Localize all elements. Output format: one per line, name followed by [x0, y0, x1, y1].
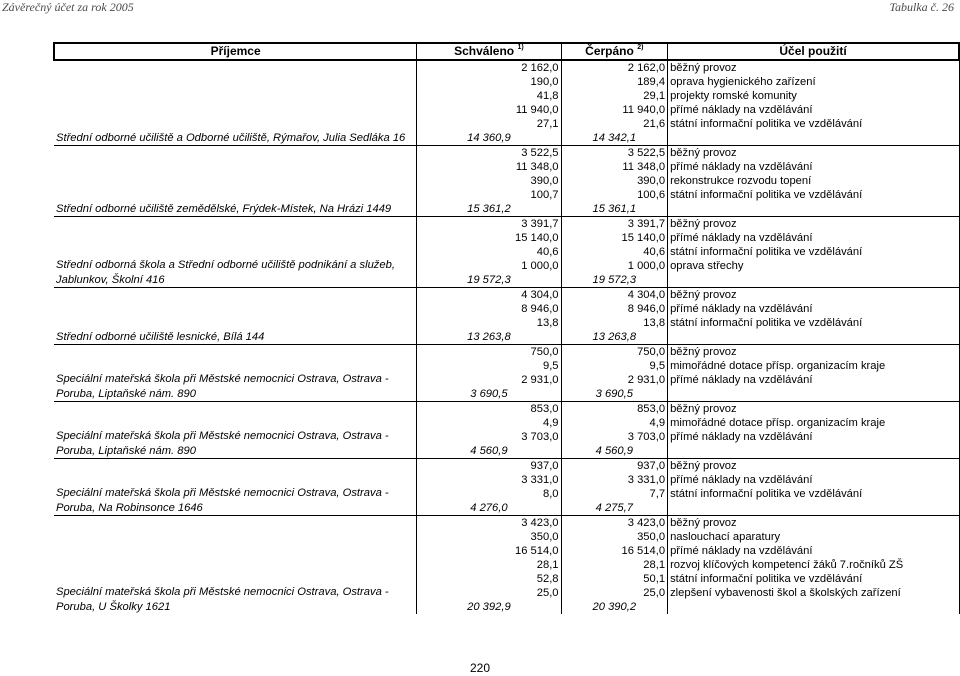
drawn-cell: 40,6 — [561, 245, 668, 259]
purpose-cell: rozvoj klíčových kompetencí žáků 7.ročníků ZŠ — [668, 558, 959, 572]
drawn-cell: 3 391,7 — [561, 217, 668, 232]
total-drawn-cell: 14 342,1 — [561, 131, 668, 146]
purpose-cell: přímé náklady na vzdělávání — [668, 430, 959, 444]
drawn-cell: 390,0 — [561, 174, 668, 188]
approved-cell: 8 946,0 — [417, 302, 561, 316]
approved-cell: 27,1 — [417, 117, 561, 131]
approved-cell: 350,0 — [417, 530, 561, 544]
recipient-cell — [54, 459, 417, 516]
total-purpose-cell — [668, 131, 959, 146]
total-drawn-cell: 19 572,3 — [561, 273, 668, 288]
approved-cell: 190,0 — [417, 75, 561, 89]
table-row — [54, 60, 959, 75]
drawn-cell: 8 946,0 — [561, 302, 668, 316]
drawn-cell: 937,0 — [561, 459, 668, 474]
approved-cell: 25,0 — [417, 586, 561, 600]
total-purpose-cell — [668, 387, 959, 402]
recipient-cell — [54, 345, 417, 402]
purpose-cell: státní informační politika ve vzdělávání — [668, 487, 959, 501]
approved-cell: 2 931,0 — [417, 373, 561, 387]
total-purpose-cell — [668, 501, 959, 516]
purpose-cell: oprava hygienického zařízení — [668, 75, 959, 89]
table-row — [54, 217, 959, 232]
approved-cell: 28,1 — [417, 558, 561, 572]
purpose-cell: přímé náklady na vzdělávání — [668, 103, 959, 117]
drawn-cell: 9,5 — [561, 359, 668, 373]
table-row — [54, 459, 959, 474]
recipient-name: Speciální mateřská škola při Městské nemocnici Ostrava, Ostrava - Poruba, U Školky 1621 — [56, 586, 389, 613]
approved-cell: 40,6 — [417, 245, 561, 259]
purpose-cell: přímé náklady na vzdělávání — [668, 231, 959, 245]
purpose-cell: oprava střechy — [668, 259, 959, 273]
recipient-name: Střední odborné učiliště lesnické, Bílá 144 — [56, 330, 265, 343]
approved-cell: 750,0 — [417, 345, 561, 360]
recipient-name: Speciální mateřská škola při Městské nemocnici Ostrava, Ostrava - Poruba, Na Robinsonce 1646 — [56, 487, 389, 514]
drawn-cell: 189,4 — [561, 75, 668, 89]
table-row — [54, 288, 959, 303]
purpose-cell: běžný provoz — [668, 60, 959, 75]
total-approved-cell: 4 560,9 — [417, 444, 561, 459]
approved-cell: 1 000,0 — [417, 259, 561, 273]
total-approved-cell: 15 361,2 — [417, 202, 561, 217]
purpose-cell: státní informační politika ve vzdělávání — [668, 188, 959, 202]
total-drawn-cell: 4 275,7 — [561, 501, 668, 516]
recipient-name: Střední odborné učiliště a Odborné učiliště, Rýmařov, Julia Sedláka 16 — [56, 131, 406, 144]
purpose-cell: projekty romské komunity — [668, 89, 959, 103]
recipient-cell — [54, 288, 417, 345]
table-body — [54, 60, 959, 614]
total-drawn-cell: 13 263,8 — [561, 330, 668, 345]
total-approved-cell: 13 263,8 — [417, 330, 561, 345]
drawn-cell: 750,0 — [561, 345, 668, 360]
drawn-footnote-mark: 2) — [637, 44, 644, 51]
drawn-cell: 3 522,5 — [561, 146, 668, 161]
total-drawn-cell: 3 690,5 — [561, 387, 668, 402]
purpose-cell: mimořádné dotace přísp. organizacím kraje — [668, 359, 959, 373]
purpose-cell: naslouchací aparatury — [668, 530, 959, 544]
approved-cell: 11 940,0 — [417, 103, 561, 117]
subsidy-table — [53, 42, 960, 614]
drawn-cell: 29,1 — [561, 89, 668, 103]
approved-cell: 4 304,0 — [417, 288, 561, 303]
recipient-cell — [54, 516, 417, 615]
drawn-cell: 11 348,0 — [561, 160, 668, 174]
drawn-cell: 4 304,0 — [561, 288, 668, 303]
total-purpose-cell — [668, 273, 959, 288]
purpose-cell: běžný provoz — [668, 459, 959, 474]
purpose-cell: zlepšení vybavenosti škol a školských zařízení — [668, 586, 959, 600]
purpose-cell: přímé náklady na vzdělávání — [668, 544, 959, 558]
total-drawn-cell: 15 361,1 — [561, 202, 668, 217]
total-purpose-cell — [668, 202, 959, 217]
approved-cell: 11 348,0 — [417, 160, 561, 174]
total-drawn-cell: 20 390,2 — [561, 600, 668, 614]
table-row — [54, 146, 959, 161]
drawn-cell: 7,7 — [561, 487, 668, 501]
approved-cell: 853,0 — [417, 402, 561, 417]
report-title: Závěrečný účet za rok 2005 — [2, 0, 134, 14]
drawn-cell: 3 703,0 — [561, 430, 668, 444]
drawn-cell: 21,6 — [561, 117, 668, 131]
approved-cell: 3 522,5 — [417, 146, 561, 161]
recipient-cell — [54, 402, 417, 459]
purpose-cell: přímé náklady na vzdělávání — [668, 473, 959, 487]
drawn-cell: 16 514,0 — [561, 544, 668, 558]
approved-cell: 41,8 — [417, 89, 561, 103]
drawn-cell: 15 140,0 — [561, 231, 668, 245]
total-purpose-cell — [668, 330, 959, 345]
table-row — [54, 402, 959, 417]
table-header-row — [54, 43, 959, 60]
approved-cell: 3 423,0 — [417, 516, 561, 531]
purpose-cell: běžný provoz — [668, 288, 959, 303]
approved-cell: 13,8 — [417, 316, 561, 330]
drawn-cell: 28,1 — [561, 558, 668, 572]
drawn-cell: 4,9 — [561, 416, 668, 430]
total-approved-cell: 4 276,0 — [417, 501, 561, 516]
purpose-cell: přímé náklady na vzdělávání — [668, 160, 959, 174]
recipient-cell — [54, 146, 417, 217]
purpose-cell: běžný provoz — [668, 217, 959, 232]
approved-cell: 3 391,7 — [417, 217, 561, 232]
drawn-cell: 11 940,0 — [561, 103, 668, 117]
purpose-cell: přímé náklady na vzdělávání — [668, 302, 959, 316]
purpose-cell: státní informační politika ve vzdělávání — [668, 245, 959, 259]
drawn-cell: 100,6 — [561, 188, 668, 202]
approved-cell: 9,5 — [417, 359, 561, 373]
purpose-cell: běžný provoz — [668, 345, 959, 360]
purpose-cell: mimořádné dotace přísp. organizacím kraje — [668, 416, 959, 430]
col-purpose: Účel použití — [668, 43, 959, 60]
recipient-cell — [54, 60, 417, 146]
purpose-cell: běžný provoz — [668, 146, 959, 161]
purpose-cell: přímé náklady na vzdělávání — [668, 373, 959, 387]
drawn-cell: 3 423,0 — [561, 516, 668, 531]
total-purpose-cell — [668, 600, 959, 614]
approved-cell: 15 140,0 — [417, 231, 561, 245]
purpose-cell: běžný provoz — [668, 402, 959, 417]
approved-cell: 2 162,0 — [417, 60, 561, 75]
approved-cell: 100,7 — [417, 188, 561, 202]
total-approved-cell: 19 572,3 — [417, 273, 561, 288]
approved-cell: 8,0 — [417, 487, 561, 501]
recipient-name: Speciální mateřská škola při Městské nemocnici Ostrava, Ostrava - Poruba, Liptaňské nám. 890 — [56, 430, 389, 457]
recipient-name: Střední odborné učiliště zemědělské, Frýdek-Místek, Na Hrázi 1449 — [56, 202, 392, 215]
approved-cell: 4,9 — [417, 416, 561, 430]
total-purpose-cell — [668, 444, 959, 459]
purpose-cell: státní informační politika ve vzdělávání — [668, 316, 959, 330]
drawn-cell: 1 000,0 — [561, 259, 668, 273]
col-drawn: Čerpáno $^{2)}$ — [561, 43, 668, 60]
recipient-name: Střední odborná škola a Střední odborné učiliště podnikání a služeb, Jablunkov, Školní 416 — [56, 259, 395, 286]
drawn-cell: 13,8 — [561, 316, 668, 330]
drawn-cell: 2 931,0 — [561, 373, 668, 387]
approved-footnote-mark: 1) — [517, 44, 524, 51]
approved-cell: 390,0 — [417, 174, 561, 188]
total-approved-cell: 14 360,9 — [417, 131, 561, 146]
recipient-name: Speciální mateřská škola při Městské nemocnici Ostrava, Ostrava - Poruba, Liptaňské nám. 890 — [56, 373, 389, 400]
drawn-cell: 350,0 — [561, 530, 668, 544]
total-approved-cell: 20 392,9 — [417, 600, 561, 614]
total-approved-cell: 3 690,5 — [417, 387, 561, 402]
purpose-cell: státní informační politika ve vzdělávání — [668, 572, 959, 586]
recipient-cell — [54, 217, 417, 288]
total-drawn-cell: 4 560,9 — [561, 444, 668, 459]
approved-cell: 3 331,0 — [417, 473, 561, 487]
drawn-cell: 3 331,0 — [561, 473, 668, 487]
page-number: 220 — [469, 661, 491, 675]
table-number: Tabulka č. 26 — [889, 0, 954, 14]
approved-cell: 16 514,0 — [417, 544, 561, 558]
drawn-cell: 853,0 — [561, 402, 668, 417]
drawn-cell: 50,1 — [561, 572, 668, 586]
table-row — [54, 516, 959, 531]
drawn-cell: 25,0 — [561, 586, 668, 600]
drawn-cell: 2 162,0 — [561, 60, 668, 75]
approved-cell: 3 703,0 — [417, 430, 561, 444]
purpose-cell: rekonstrukce rozvodu topení — [668, 174, 959, 188]
col-approved: Schváleno $^{1)}$ — [417, 43, 561, 60]
approved-cell: 52,8 — [417, 572, 561, 586]
col-recipient: Příjemce — [54, 43, 417, 60]
purpose-cell: běžný provoz — [668, 516, 959, 531]
table-row — [54, 345, 959, 360]
purpose-cell: státní informační politika ve vzdělávání — [668, 117, 959, 131]
approved-cell: 937,0 — [417, 459, 561, 474]
